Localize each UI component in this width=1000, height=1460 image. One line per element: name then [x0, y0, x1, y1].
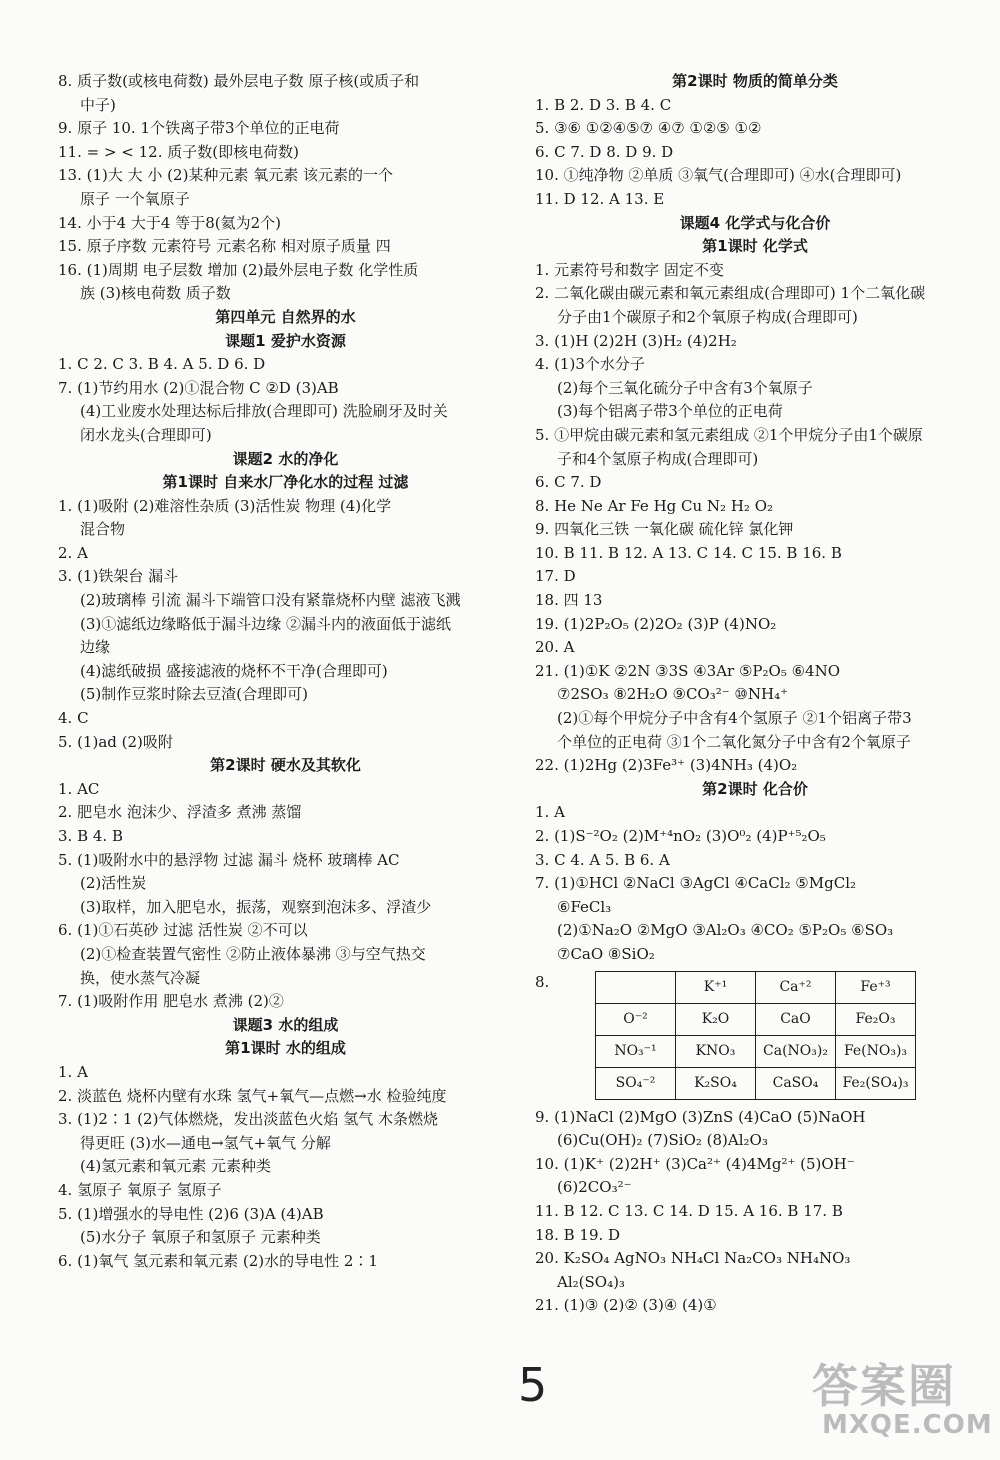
answer-line: 8. 质子数(或核电荷数) 最外层电子数 原子核(或质子和 [58, 72, 420, 90]
section-heading: 第四单元 自然界的水 [215, 307, 356, 326]
table-cell: K⁺¹ [676, 971, 756, 1003]
answer-line: (2)①检查装置气密性 ②防止液体暴沸 ③与空气热交 [80, 944, 426, 963]
answer-line: 18. B 19. D [535, 1225, 621, 1244]
page-number: 5 [518, 1358, 548, 1412]
answer-line: 9. 原子 10. 1个铁离子带3个单位的正电荷 [58, 119, 340, 138]
answer-line: (4)氢元素和氧元素 元素种类 [80, 1157, 272, 1176]
answer-line: 3. B 4. B [58, 827, 123, 845]
section-heading: 第2课时 化合价 [702, 779, 808, 798]
table-cell: NO₃⁻¹ [596, 1035, 676, 1067]
answer-line: 9. 四氧化三铁 一氧化碳 硫化锌 氯化钾 [535, 520, 794, 539]
answer-line: (5)制作豆浆时除去豆渣(合理即可) [80, 685, 308, 704]
answer-line: (6)Cu(OH)₂ (7)SiO₂ (8)Al₂O₃ [557, 1131, 768, 1150]
answer-line: 10. B 11. B 12. A 13. C 14. C 15. B 16. B [535, 543, 842, 562]
answer-line: 3. (1)铁架台 漏斗 [58, 567, 179, 586]
answer-line: 5. (1)吸附水中的悬浮物 过滤 漏斗 烧杯 玻璃棒 AC [58, 850, 400, 869]
answer-line: (2)①Na₂O ②MgO ③Al₂O₃ ④CO₂ ⑤P₂O₅ ⑥SO₃ [557, 921, 894, 940]
answer-line: 2. A [58, 543, 88, 562]
answer-line: 1. A [535, 803, 565, 822]
answer-line: 11. = > < 12. 质子数(即核电荷数) [58, 142, 299, 161]
left-column [58, 70, 513, 1273]
answer-line: ⑦CaO ⑧SiO₂ [557, 944, 655, 963]
answer-line: 边缘 [80, 638, 111, 657]
answer-line: 个单位的正电荷 ③1个二氧化氮分子中含有2个氧原子 [557, 732, 911, 751]
answer-line: 20. A [535, 638, 575, 657]
watermark-logo: 答案圈 [812, 1359, 956, 1413]
table-cell: SO₄⁻² [596, 1067, 676, 1099]
answer-line: (5)水分子 氧原子和氢原子 元素种类 [80, 1228, 321, 1247]
answer-line: (3)①滤纸边缘略低于漏斗边缘 ②漏斗内的液面低于滤纸 [80, 614, 452, 633]
answer-line: 1. 元素符号和数字 固定不变 [535, 260, 724, 279]
answer-line: (2)玻璃棒 引流 漏斗下端管口没有紧靠烧杯内壁 滤液飞溅 [80, 591, 461, 610]
table-cell: Fe₂(SO₄)₃ [836, 1067, 916, 1099]
valence-table-block [535, 971, 975, 1100]
table-cell: CaSO₄ [756, 1067, 836, 1099]
answer-line: 6. (1)氧气 氢元素和氧元素 (2)水的导电性 2∶1 [58, 1251, 378, 1270]
answer-line: 族 (3)核电荷数 质子数 [80, 284, 231, 303]
table-header-row [596, 971, 916, 1003]
answer-line: 4. (1)3个水分子 [535, 355, 645, 374]
answer-line: 原子 一个氧原子 [80, 189, 190, 208]
answer-line: (6)2CO₃²⁻ [557, 1178, 632, 1197]
answer-line: 6. (1)①石英砂 过滤 活性炭 ②不可以 [58, 921, 308, 940]
table-cell: KNO₃ [676, 1035, 756, 1067]
table-cell: CaO [756, 1003, 836, 1035]
answer-line: 11. D 12. A 13. E [535, 189, 665, 208]
answer-line: 2. 淡蓝色 烧杯内壁有水珠 氢气+氧气—点燃→水 检验纯度 [58, 1086, 447, 1105]
right-column-part-a [535, 70, 975, 967]
answer-line: ⑥FeCl₃ [557, 897, 612, 916]
right-column [535, 70, 975, 1318]
answer-line: 子和4个氢原子构成(合理即可) [557, 449, 759, 468]
answer-line: 10. ①纯净物 ②单质 ③氧气(合理即可) ④水(合理即可) [535, 166, 902, 185]
answer-line: 21. (1)①K ②2N ③3S ④3Ar ⑤P₂O₅ ⑥4NO [535, 661, 841, 680]
table-cell: K₂O [676, 1003, 756, 1035]
table-row [596, 1035, 916, 1067]
section-heading: 课题4 化学式与化合价 [679, 213, 831, 232]
answer-line: 21. (1)③ (2)② (3)④ (4)① [535, 1296, 717, 1315]
answer-line: 5. ③⑥ ①②④⑤⑦ ④⑦ ①②⑤ ①② [535, 119, 762, 138]
answer-line: 得更旺 (3)水—通电→氢气+氧气 分解 [80, 1133, 331, 1152]
answer-line: (4)工业废水处理达标后排放(合理即可) 洗脸刷牙及时关 [80, 402, 448, 421]
answer-line: (2)每个三氧化硫分子中含有3个氧原子 [557, 378, 813, 397]
answer-line: 20. K₂SO₄ AgNO₃ NH₄Cl Na₂CO₃ NH₄NO₃ [535, 1249, 851, 1268]
answer-line: (2)活性炭 [80, 874, 147, 893]
answer-line: 16. (1)周期 电子层数 增加 (2)最外层电子数 化学性质 [58, 260, 419, 279]
section-heading: 课题1 爱护水资源 [225, 331, 346, 350]
table-row [596, 1003, 916, 1035]
answer-line: 1. B 2. D 3. B 4. C [535, 95, 672, 114]
answer-line: 7. (1)①HCl ②NaCl ③AgCl ④CaCl₂ ⑤MgCl₂ [535, 874, 856, 893]
table-cell: Fe(NO₃)₃ [836, 1035, 916, 1067]
table-row [596, 1067, 916, 1099]
section-heading: 第2课时 硬水及其软化 [210, 756, 361, 775]
section-heading: 课题3 水的组成 [232, 1015, 339, 1034]
answer-line: 5. ①甲烷由碳元素和氢元素组成 ②1个甲烷分子由1个碳原 [535, 425, 923, 444]
answer-line: 2. (1)S⁻²O₂ (2)M⁺⁴nO₂ (3)O⁰₂ (4)P⁺⁵₂O₅ [535, 827, 826, 845]
answer-line: 混合物 [80, 520, 126, 539]
answer-line: 3. (1)2∶1 (2)气体燃烧，发出淡蓝色火焰 氢气 木条燃烧 [58, 1110, 438, 1129]
answer-line: 1. (1)吸附 (2)难溶性杂质 (3)活性炭 物理 (4)化学 [58, 496, 392, 515]
answer-line: (2)①每个甲烷分子中含有4个氢原子 ②1个铝离子带3 [557, 709, 912, 728]
section-heading: 第1课时 化学式 [702, 237, 808, 256]
answer-line: 1. C 2. C 3. B 4. A 5. D 6. D [58, 355, 266, 374]
answer-line: 中子) [80, 95, 116, 114]
answer-line: (3)取样，加入肥皂水，振荡，观察到泡沫多、浮渣少 [80, 897, 432, 916]
valence-table [595, 971, 916, 1100]
answer-line: 6. C 7. D 8. D 9. D [535, 142, 674, 161]
answer-line: 9. (1)NaCl (2)MgO (3)ZnS (4)CaO (5)NaOH [535, 1107, 866, 1126]
answer-line: 分子由1个碳原子和2个氧原子构成(合理即可) [557, 307, 858, 326]
section-heading: 课题2 水的净化 [232, 449, 339, 468]
answer-line: 18. 四 13 [535, 591, 603, 610]
answer-line: 5. (1)增强水的导电性 (2)6 (3)A (4)AB [58, 1204, 324, 1223]
answer-line: Al₂(SO₄)₃ [557, 1272, 625, 1291]
answer-line: 2. 肥皂水 泡沫少、浮渣多 煮沸 蒸馏 [58, 803, 302, 822]
answer-line: 5. (1)ad (2)吸附 [58, 732, 173, 751]
answer-line: (4)滤纸破损 盛接滤液的烧杯不干净(合理即可) [80, 661, 388, 680]
table-cell: Ca(NO₃)₂ [756, 1035, 836, 1067]
table-cell: Ca⁺² [756, 971, 836, 1003]
answer-line: 4. 氢原子 氧原子 氢原子 [58, 1180, 222, 1199]
table-cell [596, 971, 676, 1003]
answer-line: 1. A [58, 1062, 88, 1081]
table-cell: Fe₂O₃ [836, 1003, 916, 1035]
answer-line: 3. (1)H (2)2H (3)H₂ (4)2H₂ [535, 331, 737, 350]
answer-line: 10. (1)K⁺ (2)2H⁺ (3)Ca²⁺ (4)4Mg²⁺ (5)OH⁻ [535, 1154, 855, 1173]
table-question-label: 8. [535, 972, 550, 991]
answer-line: 8. He Ne Ar Fe Hg Cu N₂ H₂ O₂ [535, 496, 774, 515]
section-heading: 第1课时 自来水厂净化水的过程 过滤 [162, 473, 409, 492]
answer-line: 闭水龙头(合理即可) [80, 425, 212, 444]
answer-line: 11. B 12. C 13. C 14. D 15. A 16. B 17. B [535, 1201, 843, 1220]
table-cell: K₂SO₄ [676, 1067, 756, 1099]
answer-line: 14. 小于4 大于4 等于8(氦为2个) [58, 213, 282, 232]
watermark-url: MXQE.COM [822, 1410, 993, 1440]
answer-line: 7. (1)吸附作用 肥皂水 煮沸 (2)② [58, 992, 284, 1011]
answer-line: 3. C 4. A 5. B 6. A [535, 850, 670, 869]
table-cell: O⁻² [596, 1003, 676, 1035]
answer-line: 17. D [535, 567, 576, 586]
answer-line: 换，使水蒸气冷凝 [80, 968, 201, 987]
answer-line: 1. AC [58, 779, 100, 798]
section-heading: 第1课时 水的组成 [225, 1039, 346, 1058]
table-cell: Fe⁺³ [836, 971, 916, 1003]
answer-line: 7. (1)节约用水 (2)①混合物 C ②D (3)AB [58, 378, 339, 397]
answer-line: 2. 二氧化碳由碳元素和氧元素组成(合理即可) 1个二氧化碳 [535, 284, 926, 303]
answer-line: 15. 原子序数 元素符号 元素名称 相对原子质量 四 [58, 237, 391, 256]
right-column-part-b [535, 1106, 975, 1318]
answer-line: 13. (1)大 大 小 (2)某种元素 氧元素 该元素的一个 [58, 166, 393, 185]
answer-line: 19. (1)2P₂O₅ (2)2O₂ (3)P (4)NO₂ [535, 614, 777, 633]
answer-line: 6. C 7. D [535, 473, 602, 492]
answer-line: 4. C [58, 709, 89, 728]
answer-line: ⑦2SO₃ ⑧2H₂O ⑨CO₃²⁻ ⑩NH₄⁺ [557, 685, 789, 704]
answer-line: (3)每个铝离子带3个单位的正电荷 [557, 402, 783, 421]
section-heading: 第2课时 物质的简单分类 [672, 72, 838, 90]
answer-line: 22. (1)2Hg (2)3Fe³⁺ (3)4NH₃ (4)O₂ [535, 756, 798, 775]
